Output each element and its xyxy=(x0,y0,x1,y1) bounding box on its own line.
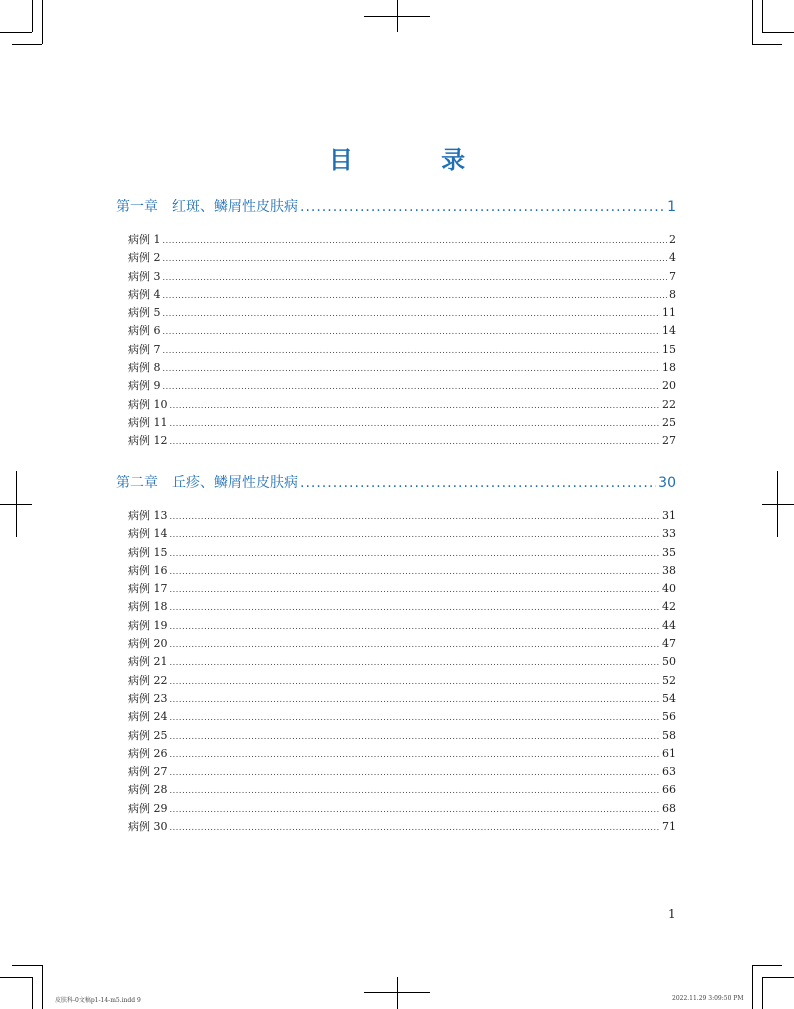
toc-entry[interactable] xyxy=(128,635,676,653)
chapter-entries xyxy=(128,507,676,836)
entry-page: 11 xyxy=(662,306,676,320)
entry-page: 2 xyxy=(669,233,676,246)
dot-leader xyxy=(163,378,661,396)
entry-page: 66 xyxy=(662,783,676,797)
entry-page: 42 xyxy=(662,600,676,614)
dot-leader xyxy=(170,728,661,746)
entry-page: 54 xyxy=(662,691,676,705)
entry-label: 病例 26 xyxy=(128,746,168,760)
toc-entry[interactable] xyxy=(128,745,676,763)
toc-entry[interactable] xyxy=(128,727,676,745)
entry-label: 病例 23 xyxy=(128,691,168,705)
chapter-page: 1 xyxy=(667,199,676,215)
entry-label: 病例 12 xyxy=(128,434,168,448)
toc-entry[interactable] xyxy=(128,598,676,616)
entry-label: 病例 8 xyxy=(128,361,161,375)
dot-leader xyxy=(170,545,661,563)
entry-label: 病例 10 xyxy=(128,397,168,411)
entry-page: 22 xyxy=(662,397,676,411)
entry-label: 病例 13 xyxy=(128,509,168,522)
entry-label: 病例 25 xyxy=(128,728,168,742)
entry-label: 病例 21 xyxy=(128,655,168,669)
dot-leader xyxy=(170,636,661,654)
entry-label: 病例 24 xyxy=(128,710,168,724)
entry-page: 20 xyxy=(662,379,676,393)
toc-entry[interactable] xyxy=(128,653,676,671)
entry-page: 4 xyxy=(669,251,676,265)
entry-label: 病例 19 xyxy=(128,618,168,632)
entry-page: 31 xyxy=(662,509,676,522)
dot-leader xyxy=(170,526,661,544)
toc-title: 目 录 xyxy=(328,146,506,174)
toc-entry[interactable] xyxy=(128,432,676,450)
entry-label: 病例 28 xyxy=(128,783,168,797)
toc-entry[interactable] xyxy=(128,617,676,635)
entry-page: 68 xyxy=(662,801,676,815)
toc-entry[interactable] xyxy=(128,359,676,377)
dot-leader xyxy=(170,673,661,691)
entry-label: 病例 27 xyxy=(128,765,168,779)
dot-leader xyxy=(163,360,661,378)
dot-leader xyxy=(163,250,668,268)
entry-label: 病例 11 xyxy=(128,415,168,429)
entry-label: 病例 9 xyxy=(128,379,161,393)
entry-label: 病例 22 xyxy=(128,673,168,687)
entry-page: 27 xyxy=(662,434,676,448)
entry-page: 7 xyxy=(669,269,676,283)
entry-label: 病例 20 xyxy=(128,637,168,651)
dot-leader xyxy=(170,563,661,581)
toc-entry[interactable] xyxy=(128,507,676,525)
toc-entry[interactable] xyxy=(128,781,676,799)
chapter-entries xyxy=(128,231,676,451)
toc-entry[interactable] xyxy=(128,800,676,818)
dot-leader xyxy=(170,508,661,526)
chapter-number: 第一章 xyxy=(116,199,158,215)
dot-leader xyxy=(170,746,661,764)
dot-leader xyxy=(170,618,661,636)
entry-page: 47 xyxy=(662,637,676,651)
entry-page: 14 xyxy=(662,324,676,338)
toc-entry[interactable] xyxy=(128,708,676,726)
dot-leader xyxy=(170,819,661,837)
dot-leader xyxy=(170,691,661,709)
dot-leader xyxy=(300,475,656,491)
dot-leader xyxy=(170,397,661,415)
dot-leader xyxy=(170,433,661,451)
toc-entry[interactable] xyxy=(128,286,676,304)
toc-entry[interactable] xyxy=(128,763,676,781)
toc-entry[interactable] xyxy=(128,304,676,322)
entry-label: 病例 5 xyxy=(128,306,161,320)
entry-page: 61 xyxy=(662,746,676,760)
entry-page: 50 xyxy=(662,655,676,669)
toc-entry[interactable] xyxy=(128,580,676,598)
dot-leader xyxy=(170,782,661,800)
entry-page: 52 xyxy=(662,673,676,687)
chapter-name: 丘疹、鳞屑性皮肤病 xyxy=(172,475,298,491)
dot-leader xyxy=(170,581,661,599)
toc-entry[interactable] xyxy=(128,377,676,395)
entry-page: 25 xyxy=(662,415,676,429)
toc-entry[interactable] xyxy=(128,690,676,708)
dot-leader xyxy=(163,232,668,250)
chapter-heading[interactable] xyxy=(116,196,676,216)
chapter-name: 红斑、鳞屑性皮肤病 xyxy=(172,199,298,215)
entry-label: 病例 17 xyxy=(128,582,168,596)
entry-page: 71 xyxy=(662,820,676,834)
entry-label: 病例 14 xyxy=(128,527,168,541)
toc-entry[interactable] xyxy=(128,562,676,580)
toc-entry[interactable] xyxy=(128,544,676,562)
chapter-heading[interactable] xyxy=(116,472,676,492)
entry-page: 56 xyxy=(662,710,676,724)
dot-leader xyxy=(163,342,661,360)
toc-entry[interactable] xyxy=(128,818,676,836)
entry-label: 病例 18 xyxy=(128,600,168,614)
toc-entry[interactable] xyxy=(128,231,676,249)
entry-label: 病例 15 xyxy=(128,545,168,559)
entry-label: 病例 3 xyxy=(128,269,161,283)
entry-page: 35 xyxy=(662,545,676,559)
entry-page: 40 xyxy=(662,582,676,596)
toc-entry[interactable] xyxy=(128,396,676,414)
entry-page: 33 xyxy=(662,527,676,541)
page-number: 1 xyxy=(668,907,676,921)
dot-leader xyxy=(170,654,661,672)
entry-label: 病例 6 xyxy=(128,324,161,338)
entry-page: 58 xyxy=(662,728,676,742)
entry-label: 病例 7 xyxy=(128,342,161,356)
entry-label: 病例 16 xyxy=(128,563,168,577)
entry-label: 病例 2 xyxy=(128,251,161,265)
dot-leader xyxy=(163,323,661,341)
footer-file: 皮肤科-0文稿p1-14-m5.indd 9 xyxy=(55,997,141,1004)
dot-leader xyxy=(170,709,661,727)
toc-entry[interactable] xyxy=(128,341,676,359)
entry-page: 38 xyxy=(662,563,676,577)
entry-page: 63 xyxy=(662,765,676,779)
dot-leader xyxy=(170,415,661,433)
dot-leader xyxy=(163,287,668,305)
dot-leader xyxy=(170,764,661,782)
footer-timestamp: 2022.11.29 3:09:50 PM xyxy=(672,995,744,1002)
dot-leader xyxy=(163,305,661,323)
toc-entry[interactable] xyxy=(128,525,676,543)
chapter-number: 第二章 xyxy=(116,475,158,491)
entry-page: 8 xyxy=(669,287,676,301)
toc-entry[interactable] xyxy=(128,672,676,690)
toc-entry[interactable] xyxy=(128,268,676,286)
entry-label: 病例 1 xyxy=(128,233,161,246)
entry-label: 病例 30 xyxy=(128,820,168,834)
dot-leader xyxy=(163,269,668,287)
entry-label: 病例 29 xyxy=(128,801,168,815)
dot-leader xyxy=(170,599,661,617)
entry-label: 病例 4 xyxy=(128,287,161,301)
toc-entry[interactable] xyxy=(128,249,676,267)
chapter-page: 30 xyxy=(658,475,676,491)
toc-entry[interactable] xyxy=(128,414,676,432)
entry-page: 18 xyxy=(662,361,676,375)
toc-entry[interactable] xyxy=(128,322,676,340)
entry-page: 15 xyxy=(662,342,676,356)
entry-page: 44 xyxy=(662,618,676,632)
dot-leader xyxy=(170,801,661,819)
dot-leader xyxy=(300,199,665,215)
